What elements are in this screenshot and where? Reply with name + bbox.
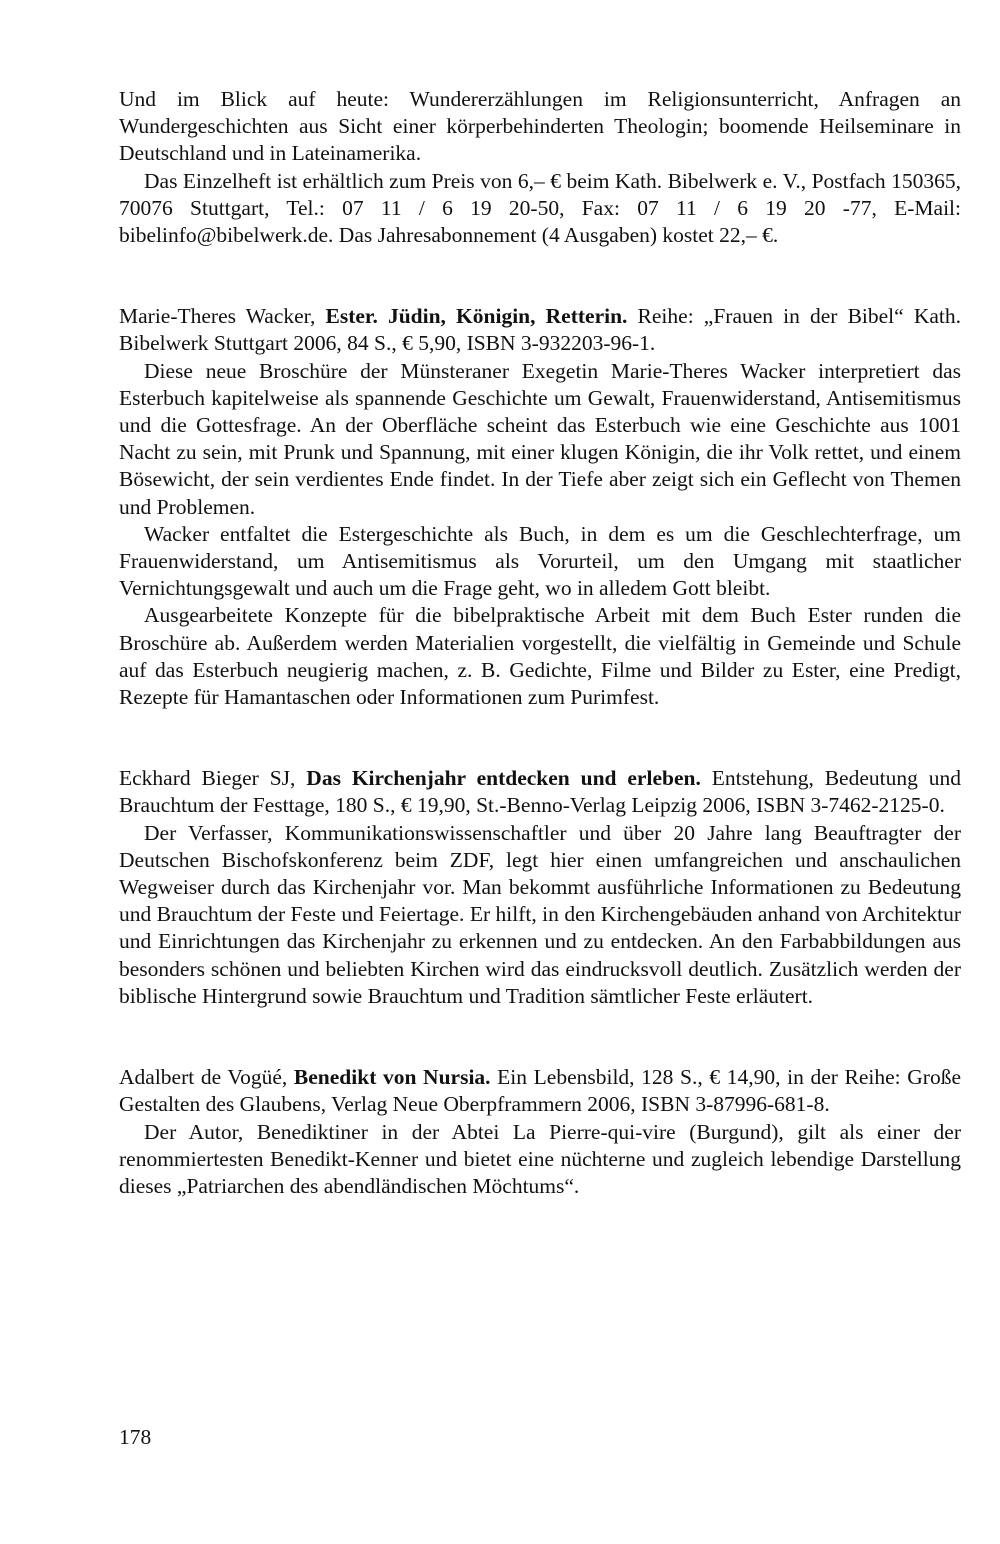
review-paragraph: Der Autor, Benediktiner in der Abtei La Pierre-qui-vire (Burgund), gilt als einer der renommiertesten Benedikt-Kenner und bietet eine nüchterne und zugleich lebendige Darstellung dieses „Patriarchen des abendländischen Möchtums“. — [119, 1119, 961, 1198]
intro-section — [119, 86, 961, 249]
review-de-vogue — [119, 1064, 961, 1200]
review-title: Ester. Jüdin, Königin, Retterin. — [325, 304, 628, 329]
review-author: Adalbert de Vogüé, — [119, 1065, 294, 1090]
review-author: Eckhard Bieger SJ, — [119, 766, 307, 791]
review-bieger — [119, 765, 961, 1010]
review-wacker — [119, 303, 961, 711]
intro-paragraph: Und im Blick auf heute: Wundererzählungen im Religionsunterricht, Anfragen an Wundergeschichten aus Sicht einer körperbehinderten Theologin; boomende Heilseminare in Deutschland und in Lateinamerika. — [119, 87, 961, 166]
page-number: 178 — [119, 1425, 152, 1449]
review-header — [119, 303, 961, 357]
review-details: Entstehung, Bedeutung und Brauchtum der Festtage, 180 S., € 19,90, St.-Benno-Verlag Leipzig 2006, ISBN 3-7462-2125-0. — [119, 766, 961, 818]
review-header — [119, 1064, 961, 1118]
review-title: Das Kirchenjahr entdecken und erleben. — [306, 766, 701, 791]
review-paragraph: Diese neue Broschüre der Münsteraner Exegetin Marie-Theres Wacker interpretiert das Esterbuch kapitelweise als spannende Geschichte um Gewalt, Frauenwiderstand, Antisemitismus und die Gottesfrage. An der Oberfläche scheint das Esterbuch wie eine Geschichte aus 1001 Nacht zu sein, mit Prunk und Spannung, mit einer klugen Königin, die ihr Volk rettet, und einem Bösewicht, der sein verdientes Ende findet. In der Tiefe aber zeigt sich ein Geflecht von Themen und Problemen. — [119, 358, 961, 519]
review-details: Reihe: „Frauen in der Bibel“ Kath. Bibelwerk Stuttgart 2006, 84 S., € 5,90, ISBN 3-932203-96-1. — [119, 304, 961, 356]
review-paragraph: Der Verfasser, Kommunikationswissenschaftler und über 20 Jahre lang Beauftragter der Deutschen Bischofskonferenz beim ZDF, legt hier einen umfangreichen und anschaulichen Wegweiser durch das Kirchenjahr vor. Man bekommt ausführliche Informationen zu Bedeutung und Brauchtum der Feste und Feiertage. Er hilft, in den Kirchengebäuden anhand von Architektur und Einrichtungen das Kirchenjahr zu erkennen und zu entdecken. An den Farbabbildungen aus besonders schönen und beliebten Kirchen wird das eindrucksvoll deutlich. Zusätzlich werden der biblische Hintergrund sowie Brauchtum und Tradition sämtlicher Feste erläutert. — [119, 820, 961, 1008]
review-paragraph: Wacker entfaltet die Estergeschichte als Buch, in dem es um die Geschlechterfrage, um Frauenwiderstand, um Antisemitismus als Vorurteil, um den Umgang mit staatlicher Vernichtungsgewalt und auch um die Frage geht, wo in alledem Gott bleibt. — [119, 521, 961, 601]
review-paragraph: Ausgearbeitete Konzepte für die bibelpraktische Arbeit mit dem Buch Ester runden die Broschüre ab. Außerdem werden Materialien vorgestellt, die vielfältig in Gemeinde und Schule auf das Esterbuch neugierig machen, z. B. Gedichte, Filme und Bilder zu Ester, eine Predigt, Rezepte für Hamantaschen oder Informationen zum Purimfest. — [119, 603, 961, 710]
review-author: Marie-Theres Wacker, — [119, 304, 326, 329]
review-details: Ein Lebensbild, 128 S., € 14,90, in der Reihe: Große Gestalten des Glaubens, Verlag Neue Oberpframmern 2006, ISBN 3-87996-681-8. — [119, 1065, 962, 1117]
text-column — [119, 86, 961, 1200]
review-header — [119, 765, 961, 819]
intro-paragraph: Das Einzelheft ist erhältlich zum Preis von 6,– € beim Kath. Bibelwerk e. V., Postfach 150365, 70076 Stuttgart, Tel.: 07 11 / 6 19 20-50, Fax: 07 11 / 6 19 20 -77, E-Mail: bibelinfo@bibelwerk.de. Das Jahresabonnement (4 Ausgaben) kostet 22,– €. — [119, 168, 961, 248]
review-title: Benedikt von Nursia. — [293, 1065, 491, 1090]
